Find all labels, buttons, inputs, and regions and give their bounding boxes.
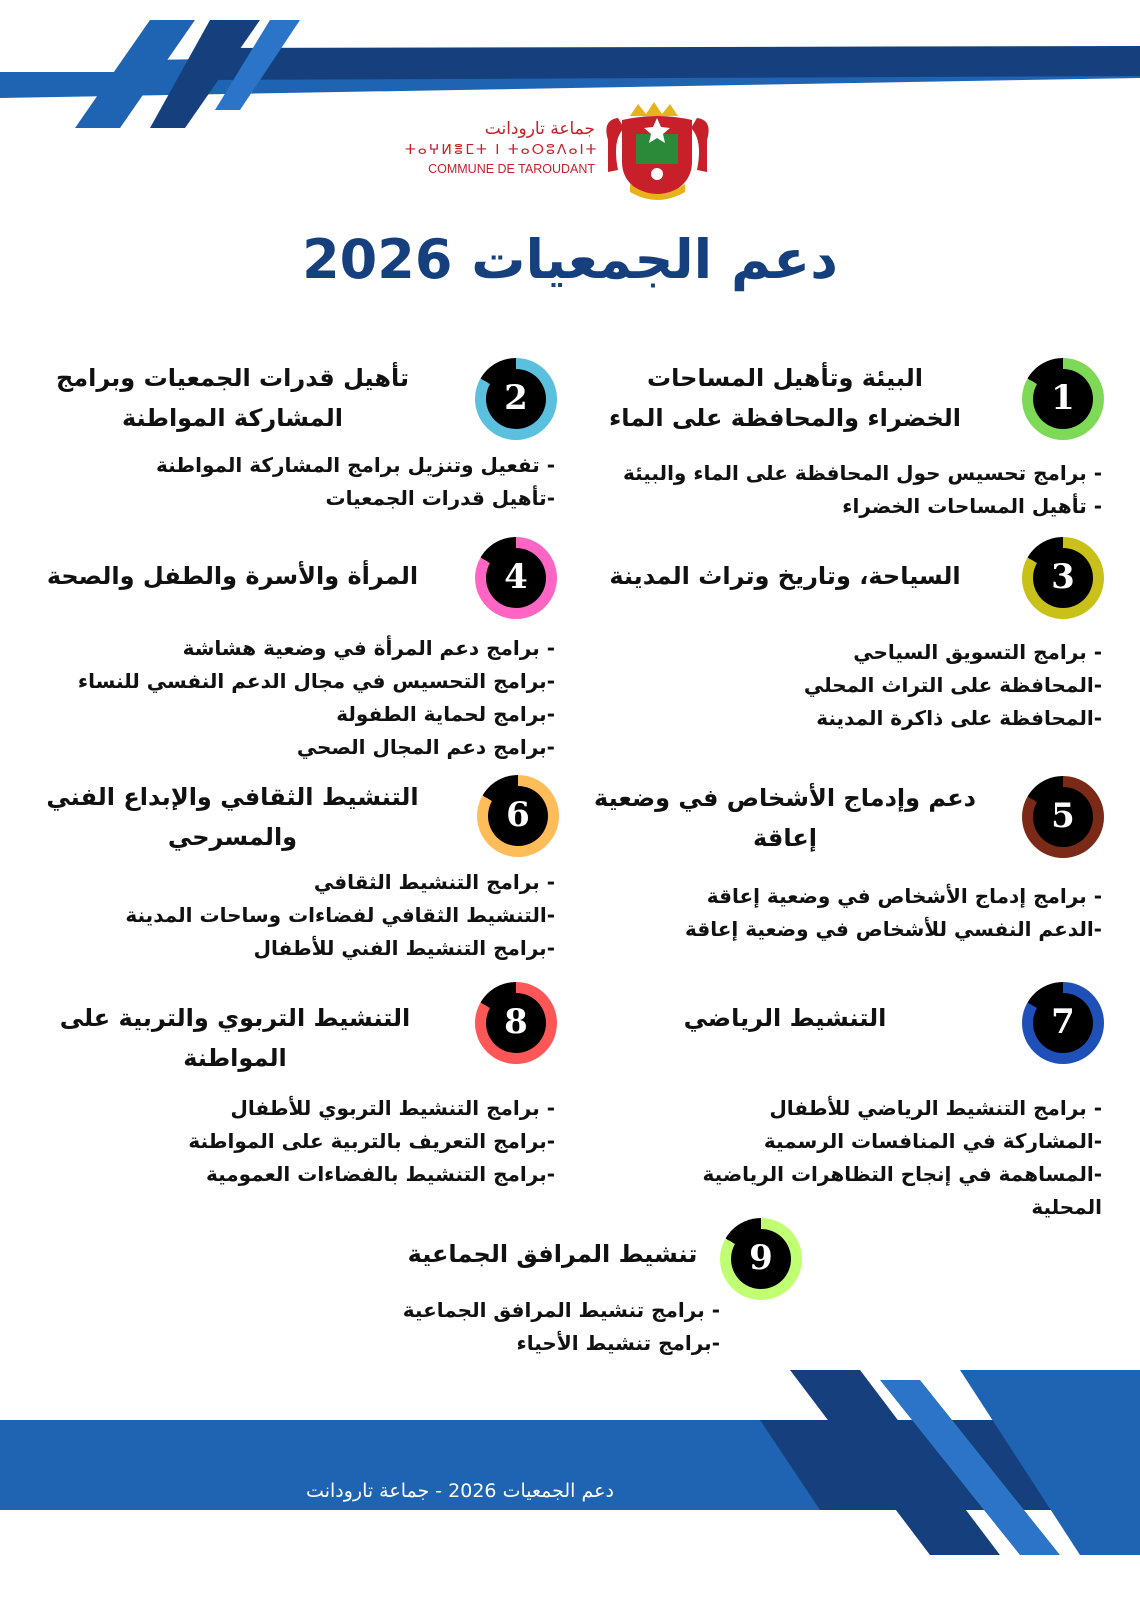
section-items-7 <box>703 1092 1102 1224</box>
list-item: - برامج التنشيط التربوي للأطفال <box>230 1096 555 1120</box>
list-item: -المحافظة على ذاكرة المدينة <box>816 706 1102 730</box>
logo-tifinagh: ⵜⴰⵖⵍⴻⵎⵜ ⵏ ⵜⴰⵔⵓⴷⴰⵏⵜ <box>405 142 599 158</box>
page-title: دعم الجمعيات 2026 <box>302 228 838 291</box>
section-items-6 <box>125 866 555 965</box>
badge-number-2: 2 <box>486 369 546 429</box>
badge-5 <box>1022 776 1104 858</box>
section-items-8 <box>188 1092 555 1191</box>
badge-number-6: 6 <box>488 786 548 846</box>
list-item: -التنشيط الثقافي لفضاءات وساحات المدينة <box>125 903 555 927</box>
list-item: -برامج لحماية الطفولة <box>336 702 555 726</box>
list-item: -تأهيل قدرات الجمعيات <box>325 486 555 510</box>
list-item: - برامج دعم المرأة في وضعية هشاشة <box>182 636 555 660</box>
section-title-9: تنشيط المرافق الجماعية <box>407 1240 698 1268</box>
section-items-4 <box>78 632 555 764</box>
list-item: - برامج التسويق السياحي <box>853 640 1102 664</box>
section-items-1 <box>623 457 1102 523</box>
list-item: - برامج تنشيط المرافق الجماعية <box>402 1298 720 1322</box>
logo-text <box>405 118 599 178</box>
badge-number-1: 1 <box>1033 369 1093 429</box>
list-item: - برامج تحسيس حول المحافظة على الماء والبيئة <box>622 461 1102 485</box>
section-title-5: دعم وإدماج الأشخاص في وضعية إعاقة <box>594 784 976 852</box>
section-items-9 <box>403 1294 720 1360</box>
badge-number-8: 8 <box>486 993 546 1053</box>
list-item: -المشاركة في المنافسات الرسمية <box>763 1129 1102 1153</box>
section-items-5 <box>685 880 1102 946</box>
badge-number-4: 4 <box>486 548 546 608</box>
section-items-3 <box>804 636 1102 735</box>
badge-6 <box>477 775 559 857</box>
list-item: -برامج التنشيط بالفضاءات العمومية <box>205 1162 555 1186</box>
section-title-3: السياحة، وتاريخ وتراث المدينة <box>609 562 961 590</box>
list-item: -المساهمة في إنجاح التظاهرات الرياضية <box>702 1162 1102 1186</box>
list-item: -الدعم النفسي للأشخاص في وضعية إعاقة <box>684 917 1102 941</box>
list-item: - برامج التنشيط الرياضي للأطفال <box>769 1096 1102 1120</box>
badge-number-5: 5 <box>1033 787 1093 847</box>
badge-8 <box>475 982 557 1064</box>
section-title-1: البيئة وتأهيل المساحات الخضراء والمحافظة على الماء <box>609 364 961 432</box>
list-item: -برامج التعريف بالتربية على المواطنة <box>188 1129 555 1153</box>
logo-french: COMMUNE DE TAROUDANT <box>428 162 595 176</box>
list-item: -المحافظة على التراث المحلي <box>803 673 1102 697</box>
list-item: -برامج التنشيط الفني للأطفال <box>253 936 555 960</box>
section-title-4: المرأة والأسرة والطفل والصحة <box>46 562 419 590</box>
badge-9 <box>720 1218 802 1300</box>
footer-text: دعم الجمعيات 2026 - جماعة تارودانت <box>306 1480 614 1502</box>
logo-arabic: جماعة تارودانت <box>484 119 595 139</box>
list-item: -برامج التحسيس في مجال الدعم النفسي للنساء <box>77 669 555 693</box>
list-item: المحلية <box>1031 1195 1102 1219</box>
list-item: - برامج إدماج الأشخاص في وضعية إعاقة <box>706 884 1102 908</box>
list-item: - تفعيل وتنزيل برامج المشاركة المواطنة <box>155 453 555 477</box>
coat-of-arms-icon <box>600 100 715 205</box>
section-title-2: تأهيل قدرات الجمعيات وبرامج المشاركة المواطنة <box>55 364 410 432</box>
list-item: - تأهيل المساحات الخضراء <box>842 494 1102 518</box>
badge-2 <box>475 358 557 440</box>
badge-4 <box>475 537 557 619</box>
list-item: -برامج دعم المجال الصحي <box>296 735 555 759</box>
list-item: - برامج التنشيط الثقافي <box>313 870 555 894</box>
section-title-8: التنشيط التربوي والتربية على المواطنة <box>59 1004 411 1072</box>
list-item: -برامج تنشيط الأحياء <box>516 1331 720 1355</box>
section-items-2 <box>156 449 555 515</box>
section-title-7: التنشيط الرياضي <box>683 1004 887 1032</box>
badge-1 <box>1022 358 1104 440</box>
badge-number-3: 3 <box>1033 548 1093 608</box>
badge-number-7: 7 <box>1033 993 1093 1053</box>
badge-number-9: 9 <box>731 1229 791 1289</box>
badge-7 <box>1022 982 1104 1064</box>
badge-3 <box>1022 537 1104 619</box>
section-title-6: التنشيط الثقافي والإبداع الفني والمسرحي <box>46 783 419 851</box>
